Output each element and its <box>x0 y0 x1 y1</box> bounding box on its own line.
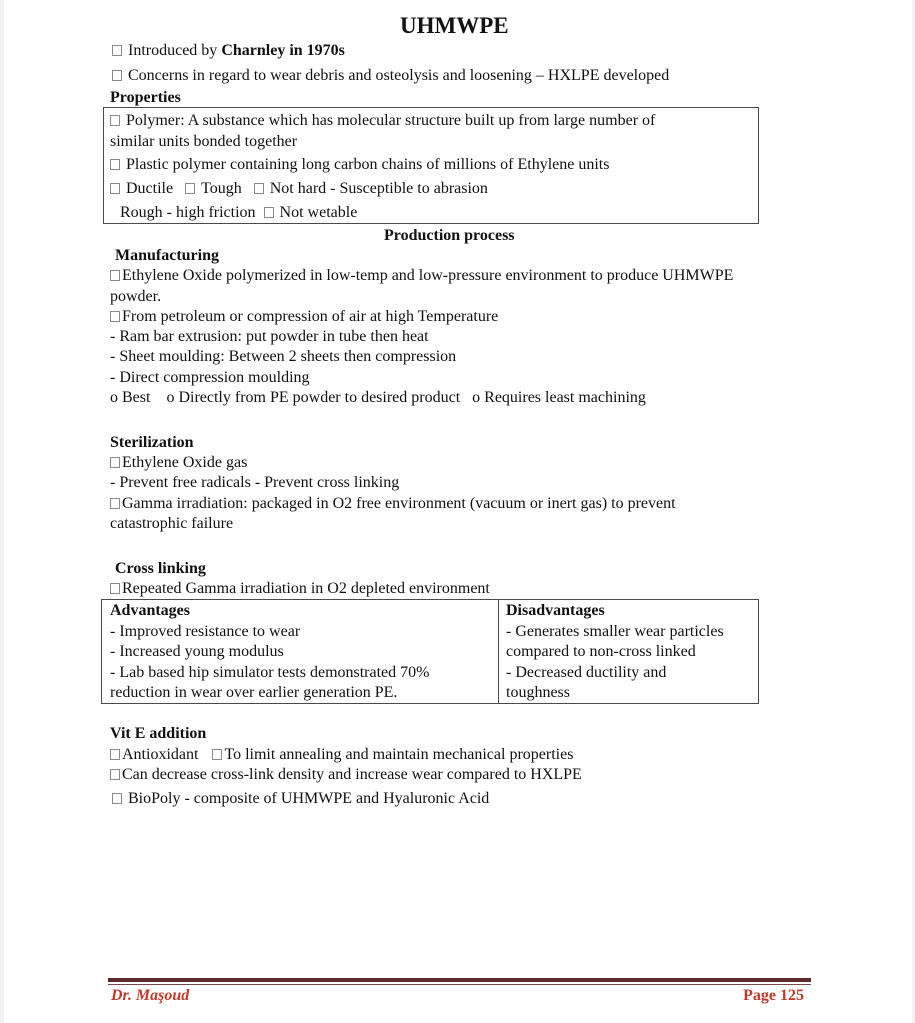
footer-page-number: Page 125 <box>743 987 804 1004</box>
sterilization-text: Gamma irradiation: packaged in O2 free environment (vacuum or inert gas) to prevent <box>122 495 676 512</box>
property-polymer <box>110 111 655 131</box>
disadvantage-item: - Decreased ductility and <box>506 663 667 681</box>
advantage-item: - Lab based hip simulator tests demonstrated 70% <box>110 663 430 681</box>
vit-e-antioxidant <box>110 745 573 765</box>
checkbox-bullet-icon <box>110 311 120 322</box>
checkbox-bullet-icon <box>254 183 264 194</box>
property-surface <box>120 203 357 223</box>
sterilization-eo-gas <box>110 453 247 473</box>
sub-item-directly: o Directly from PE powder to desired product <box>166 389 461 406</box>
checkbox-bullet-icon <box>110 769 120 780</box>
vit-e-text: Antioxidant <box>122 746 199 763</box>
manufacturing-eo <box>110 266 733 286</box>
sterilization-gamma <box>110 494 676 514</box>
property-tough: Tough <box>201 180 242 197</box>
checkbox-bullet-icon <box>110 583 120 594</box>
manufacturing-direct: - Direct compression moulding <box>110 369 310 386</box>
vit-e-decrease <box>110 765 582 785</box>
page-title: UHMWPE <box>400 13 509 38</box>
disadvantage-item: toughness <box>506 684 570 701</box>
property-not-hard: Not hard - Susceptible to abrasion <box>269 180 488 197</box>
advantages-column <box>102 600 499 703</box>
cross-linking-heading: Cross linking <box>115 560 206 577</box>
advantage-item: reduction in wear over earlier generation PE. <box>110 684 398 701</box>
production-heading: Production process <box>384 227 515 244</box>
vit-e-heading: Vit E addition <box>110 725 207 742</box>
intro-text: Introduced by <box>128 42 222 59</box>
checkbox-bullet-icon <box>185 183 195 194</box>
intro-bold-text: Charnley in 1970s <box>221 42 345 59</box>
property-rough: Rough - high friction <box>120 204 256 221</box>
checkbox-bullet-icon <box>110 270 120 281</box>
disadvantages-column <box>499 600 724 703</box>
advantages-header: Advantages <box>110 602 191 619</box>
properties-heading: Properties <box>110 89 181 106</box>
disadvantage-item: - Generates smaller wear particles <box>506 622 724 640</box>
manufacturing-sheet: - Sheet moulding: Between 2 sheets then compression <box>110 348 457 365</box>
vit-e-text: To limit annealing and maintain mechanical properties <box>224 746 574 763</box>
cross-linking-repeated <box>110 579 490 599</box>
intro-item-charnley <box>112 41 345 61</box>
manufacturing-ram-bar: - Ram bar extrusion: put powder in tube then heat <box>110 328 429 345</box>
sterilization-prevent: - Prevent free radicals - Prevent cross linking <box>110 474 400 491</box>
checkbox-bullet-icon <box>110 457 120 468</box>
document-page <box>4 0 912 1023</box>
manufacturing-heading: Manufacturing <box>115 247 219 264</box>
footer-rule-thick <box>108 978 811 982</box>
sterilization-heading: Sterilization <box>110 434 194 451</box>
disadvantage-item: compared to non-cross linked <box>506 643 696 660</box>
checkbox-bullet-icon <box>112 793 122 804</box>
sub-item-best: o Best <box>110 389 151 406</box>
checkbox-bullet-icon <box>110 159 120 170</box>
checkbox-bullet-icon <box>112 70 122 81</box>
manufacturing-text: From petroleum or compression of air at high Temperature <box>122 308 499 325</box>
intro-item-concerns <box>112 66 669 86</box>
footer-author: Dr. Maşoud <box>111 987 190 1004</box>
vit-e-biopoly <box>112 789 489 809</box>
property-text: Plastic polymer containing long carbon chains of millions of Ethylene units <box>126 156 610 173</box>
cross-linking-table <box>101 599 759 704</box>
footer-rule-thin <box>108 984 811 985</box>
checkbox-bullet-icon <box>112 45 122 56</box>
property-polymer-cont: similar units bonded together <box>110 133 298 150</box>
property-not-wetable: Not wetable <box>279 204 358 221</box>
checkbox-bullet-icon <box>110 183 120 194</box>
property-text: Polymer: A substance which has molecular structure built up from large number of <box>126 112 656 129</box>
sterilization-text: Ethylene Oxide gas <box>122 454 248 471</box>
manufacturing-petroleum <box>110 307 498 327</box>
advantage-item: - Improved resistance to wear <box>110 622 301 640</box>
cross-linking-text: Repeated Gamma irradiation in O2 depleted environment <box>122 580 490 597</box>
vit-e-text: Can decrease cross-link density and increase wear compared to HXLPE <box>122 766 582 783</box>
manufacturing-text: Ethylene Oxide polymerized in low-temp and low-pressure environment to produce UHMWPE <box>122 267 734 284</box>
manufacturing-eo-cont: powder. <box>110 288 162 305</box>
property-mechanical <box>110 179 488 199</box>
sterilization-gamma-cont: catastrophic failure <box>110 515 234 532</box>
manufacturing-direct-subitems <box>110 388 646 408</box>
checkbox-bullet-icon <box>212 749 222 760</box>
disadvantages-header: Disadvantages <box>506 602 605 619</box>
checkbox-bullet-icon <box>110 749 120 760</box>
vit-e-text: BioPoly - composite of UHMWPE and Hyaluronic Acid <box>128 790 490 807</box>
intro-text: Concerns in regard to wear debris and osteolysis and loosening – HXLPE developed <box>128 67 670 84</box>
property-ductile: Ductile <box>126 180 174 197</box>
sub-item-least-machining: o Requires least machining <box>472 389 646 406</box>
checkbox-bullet-icon <box>264 207 274 218</box>
property-plastic <box>110 155 609 175</box>
checkbox-bullet-icon <box>110 498 120 509</box>
advantage-item: - Increased young modulus <box>110 643 284 660</box>
checkbox-bullet-icon <box>110 115 120 126</box>
